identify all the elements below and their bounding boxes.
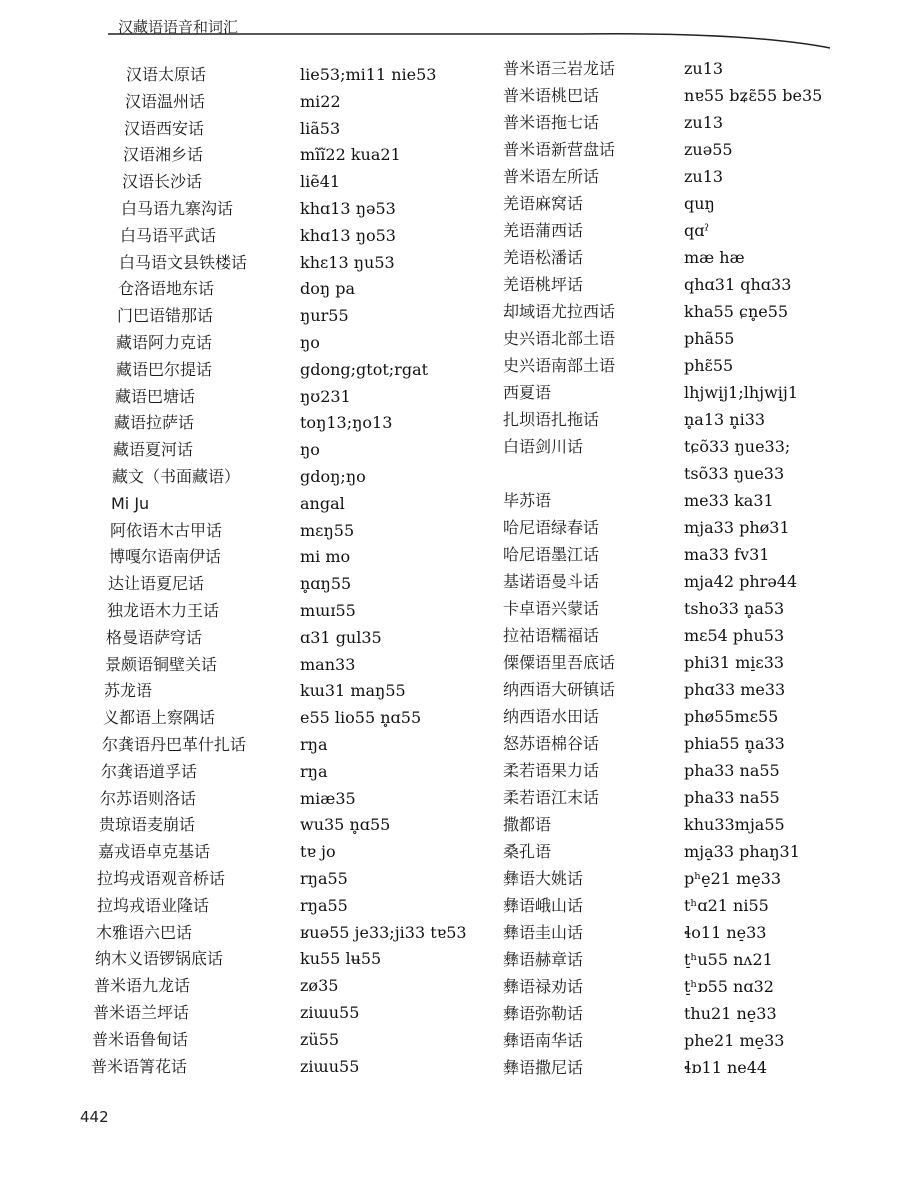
entry-name: 藏语巴尔提话 bbox=[116, 359, 213, 379]
entry-form: khɑ13 ŋə53 bbox=[300, 199, 396, 218]
entry-form: mja42 phrə44 bbox=[684, 572, 798, 591]
entry-name: 普米语九龙话 bbox=[94, 976, 191, 996]
entry-form: qhɑ31 qhɑ33 bbox=[684, 275, 792, 294]
entry-name: 汉语湘乡话 bbox=[123, 145, 204, 165]
entry-name: 彝语赫章话 bbox=[503, 950, 584, 969]
entry-name: 汉语西安话 bbox=[124, 118, 205, 138]
entry-name: 西夏语 bbox=[503, 383, 552, 402]
entry-form: ku55 lʉ55 bbox=[300, 949, 382, 969]
entry-form: gdong;gtot;rgat bbox=[300, 359, 429, 379]
entry-form: mĩĩ22 kua21 bbox=[300, 145, 401, 165]
entry-name: 藏语巴塘话 bbox=[115, 386, 196, 406]
entry-form: kɯ31 maŋ55 bbox=[300, 681, 406, 701]
entry-form: mja̠33 phaŋ31 bbox=[684, 842, 800, 861]
entry-name: 彝语撒尼话 bbox=[503, 1058, 584, 1077]
entry-name: 卡卓语兴蒙话 bbox=[503, 599, 600, 618]
entry-form: zuə55 bbox=[684, 140, 733, 159]
entry-name: Mi Ju bbox=[111, 493, 150, 513]
entry-form: mɛ54 phu53 bbox=[684, 626, 785, 645]
entry-name: 苏龙语 bbox=[104, 681, 153, 701]
entry-form: thu21 ne̠33 bbox=[684, 1004, 777, 1023]
entry-name: 彝语大姚话 bbox=[503, 869, 584, 888]
entry-name: 普米语箐花话 bbox=[91, 1056, 188, 1076]
entry-name: 羌语桃坪话 bbox=[503, 275, 584, 294]
entry-form: pha33 na55 bbox=[684, 761, 780, 780]
entry-name: 纳西语水田话 bbox=[503, 707, 600, 726]
entry-form: miæ35 bbox=[300, 788, 356, 808]
entry-form: rŋa bbox=[300, 761, 328, 781]
entry-name: 仓洛语地东话 bbox=[118, 279, 215, 299]
entry-name: 汉语温州话 bbox=[125, 91, 206, 111]
entry-name: 柔若语果力话 bbox=[503, 761, 600, 780]
entry-name: 拉坞戎语观音桥话 bbox=[97, 869, 226, 888]
entry-name: 基诺语曼斗话 bbox=[503, 572, 600, 591]
entry-name: 嘉戎语卓克基话 bbox=[98, 842, 211, 862]
entry-form: ʁuə55 je33;ji33 tɐ53 bbox=[300, 922, 467, 942]
entry-form: tʰɑ21 ni55 bbox=[684, 896, 769, 915]
entry-name: 纳西语大研镇话 bbox=[503, 680, 616, 699]
entry-name: 却域语尤拉西话 bbox=[503, 302, 616, 321]
entry-name: 尔苏语则洛话 bbox=[100, 788, 197, 808]
entry-form: ŋo bbox=[300, 333, 320, 352]
entry-name: 羌语松潘话 bbox=[503, 248, 584, 267]
entry-form: n̥a13 n̥i33 bbox=[684, 410, 766, 429]
entry-form: mja33 phø31 bbox=[684, 518, 790, 537]
entry-name: 哈尼语墨江话 bbox=[503, 545, 600, 564]
entry-name: 尔龚语丹巴革什扎话 bbox=[102, 735, 247, 754]
entry-name: 纳木义语锣锅底话 bbox=[95, 949, 224, 969]
entry-name: 汉语长沙话 bbox=[122, 172, 203, 192]
entry-form: phe21 me̠33 bbox=[684, 1031, 785, 1050]
entry-name: 汉语太原话 bbox=[126, 65, 207, 84]
entry-form: kha55 ɕn̥e55 bbox=[684, 302, 789, 321]
entry-name: 柔若语江末话 bbox=[503, 788, 600, 807]
entry-form: pha33 na55 bbox=[684, 788, 780, 807]
entry-form: khu33mja55 bbox=[684, 815, 785, 834]
entry-form: tsõ33 ŋue33 bbox=[684, 464, 785, 483]
entry-name: 藏文（书面藏语） bbox=[112, 467, 241, 486]
entry-form: rŋa55 bbox=[300, 869, 348, 888]
entry-form: t̠ʰɒ55 nɑ32 bbox=[684, 977, 774, 996]
entry-form: quŋ bbox=[684, 194, 715, 213]
entry-form: angal bbox=[300, 493, 345, 513]
entry-name: 哈尼语绿春话 bbox=[503, 518, 600, 537]
entry-name: 彝语南华话 bbox=[503, 1031, 584, 1050]
entry-form: rŋa bbox=[300, 735, 328, 754]
entry-form: phø55mɛ55 bbox=[684, 707, 779, 726]
entry-form: zu13 bbox=[684, 113, 724, 132]
entry-name: 史兴语北部土语 bbox=[503, 329, 616, 348]
entry-form: zu13 bbox=[684, 59, 724, 78]
entry-name: 独龙语木力王话 bbox=[107, 601, 220, 620]
entry-name: 藏语拉萨话 bbox=[114, 413, 195, 433]
entry-name: 拉祜语糯福话 bbox=[503, 626, 600, 645]
entry-name: 尔龚语道孚话 bbox=[101, 761, 198, 781]
entry-form: ma33 fv31 bbox=[684, 545, 770, 564]
entry-name: 羌语蒲西话 bbox=[503, 221, 584, 240]
entry-name: 景颇语铜壁关话 bbox=[105, 654, 218, 674]
entry-form: liã53 bbox=[300, 118, 341, 138]
entry-form: mɛŋ55 bbox=[300, 520, 355, 540]
entry-form: liẽ41 bbox=[300, 172, 341, 192]
entry-name: 白马语九寨沟话 bbox=[121, 199, 234, 218]
entry-name: 普米语三岩龙话 bbox=[503, 59, 616, 78]
entry-name: 撒都语 bbox=[503, 815, 552, 834]
entry-form: n̥ɑŋ55 bbox=[300, 574, 352, 594]
entry-name: 白语剑川话 bbox=[503, 437, 584, 456]
entry-form: mɯɪ55 bbox=[300, 601, 356, 620]
entry-name: 傈僳语里吾底话 bbox=[503, 653, 616, 672]
entry-name: 普米语新营盘话 bbox=[503, 140, 616, 159]
entry-form: gdoŋ;ŋo bbox=[300, 467, 366, 486]
entry-name: 木雅语六巴话 bbox=[96, 922, 193, 942]
entry-form: tɐ jo bbox=[300, 842, 336, 862]
entry-name: 怒苏语棉谷话 bbox=[503, 734, 600, 753]
entry-name: 达让语夏尼话 bbox=[108, 574, 205, 594]
entry-form: phia55 n̥a33 bbox=[684, 734, 785, 753]
entry-name: 普米语兰坪话 bbox=[93, 1003, 190, 1022]
entry-name: 阿依语木古甲话 bbox=[110, 520, 223, 540]
entry-form: ŋʊ231 bbox=[300, 386, 351, 406]
header-rule bbox=[108, 0, 848, 60]
entry-form: khɛ13 ŋu53 bbox=[300, 252, 395, 272]
entry-name: 格曼语萨穹话 bbox=[106, 627, 203, 647]
entry-form: phi31 mi̠ɛ33 bbox=[684, 653, 785, 672]
entry-form: mi22 bbox=[300, 91, 341, 111]
entry-form: mi mo bbox=[300, 547, 351, 567]
entry-name: 彝语弥勒话 bbox=[503, 1004, 584, 1023]
entry-name: 彝语禄劝话 bbox=[503, 977, 584, 996]
entry-name: 白马语平武话 bbox=[120, 225, 217, 245]
entry-form: wu35 n̥ɑ55 bbox=[300, 815, 391, 835]
entry-form: zu13 bbox=[684, 167, 724, 186]
entry-form: zø35 bbox=[300, 976, 339, 996]
entry-form: ɬɒ11 ne44 bbox=[684, 1058, 768, 1077]
entry-form: ziɯu55 bbox=[300, 1056, 360, 1076]
entry-form: ɬo11 ne̠33 bbox=[684, 923, 767, 942]
entry-form: mæ hæ bbox=[684, 248, 745, 267]
entry-form: man33 bbox=[300, 654, 356, 674]
entry-form: rŋa55 bbox=[300, 895, 348, 915]
entry-name: 藏语阿力克话 bbox=[116, 333, 213, 352]
entry-name: 普米语鲁甸话 bbox=[92, 1029, 189, 1049]
entry-form: lie53;mi11 nie53 bbox=[300, 65, 437, 84]
entry-form: doŋ pa bbox=[300, 279, 356, 299]
entry-name: 藏语夏河话 bbox=[113, 440, 194, 460]
entry-name: 彝语圭山话 bbox=[503, 923, 584, 942]
entry-form: zü55 bbox=[300, 1029, 340, 1049]
entry-name: 白马语文县铁楼话 bbox=[119, 252, 248, 272]
entry-name: 桑孔语 bbox=[503, 842, 552, 861]
entry-form: pʰe̠21 me̠33 bbox=[684, 869, 782, 888]
entry-name: 义都语上察隅话 bbox=[103, 708, 216, 728]
entry-form: khɑ13 ŋo53 bbox=[300, 225, 396, 245]
entry-form: ŋur55 bbox=[300, 306, 349, 326]
entry-form: toŋ13;ŋo13 bbox=[300, 413, 393, 433]
entry-name: 普米语左所话 bbox=[503, 167, 600, 186]
entry-name: 普米语拖七话 bbox=[503, 113, 600, 132]
page-number: 442 bbox=[80, 1108, 109, 1126]
entry-form: nɐ55 bʑɛ̃55 be35 bbox=[684, 86, 823, 105]
entry-name: 拉坞戎语业隆话 bbox=[97, 895, 210, 915]
entry-form: phɑ33 me33 bbox=[684, 680, 786, 699]
entry-form: phɛ̃55 bbox=[684, 356, 734, 375]
entry-name: 彝语峨山话 bbox=[503, 896, 584, 915]
entry-name: 门巴语错那话 bbox=[117, 306, 214, 326]
entry-name: 博嘎尔语南伊话 bbox=[109, 547, 222, 567]
entry-form: t̠ʰu55 nʌ21 bbox=[684, 950, 773, 969]
entry-form: lhjwịj1;lhjwịj1 bbox=[684, 383, 799, 402]
entry-form: ziɯu55 bbox=[300, 1003, 360, 1022]
running-header: 汉藏语语音和词汇 bbox=[118, 18, 239, 36]
entry-form: me33 ka31 bbox=[684, 491, 774, 510]
entry-name: 羌语麻窝话 bbox=[503, 194, 584, 213]
entry-form: phã55 bbox=[684, 329, 735, 348]
entry-form: ɑ31 gul35 bbox=[300, 627, 382, 647]
entry-name: 贵琼语麦崩话 bbox=[99, 815, 196, 835]
entry-name: 扎坝语扎拖话 bbox=[503, 410, 600, 429]
entry-form: tsho33 n̥a53 bbox=[684, 599, 785, 618]
entry-form: tɕõ33 ŋue33; bbox=[684, 437, 791, 456]
entry-form: qɑˀ bbox=[684, 221, 709, 240]
entry-name: 毕苏语 bbox=[503, 491, 552, 510]
entry-name: 史兴语南部土语 bbox=[503, 356, 616, 375]
entry-form: e55 lio55 n̥ɑ55 bbox=[300, 708, 422, 728]
entry-form: ŋo bbox=[300, 440, 320, 460]
entry-name: 普米语桃巴话 bbox=[503, 86, 600, 105]
